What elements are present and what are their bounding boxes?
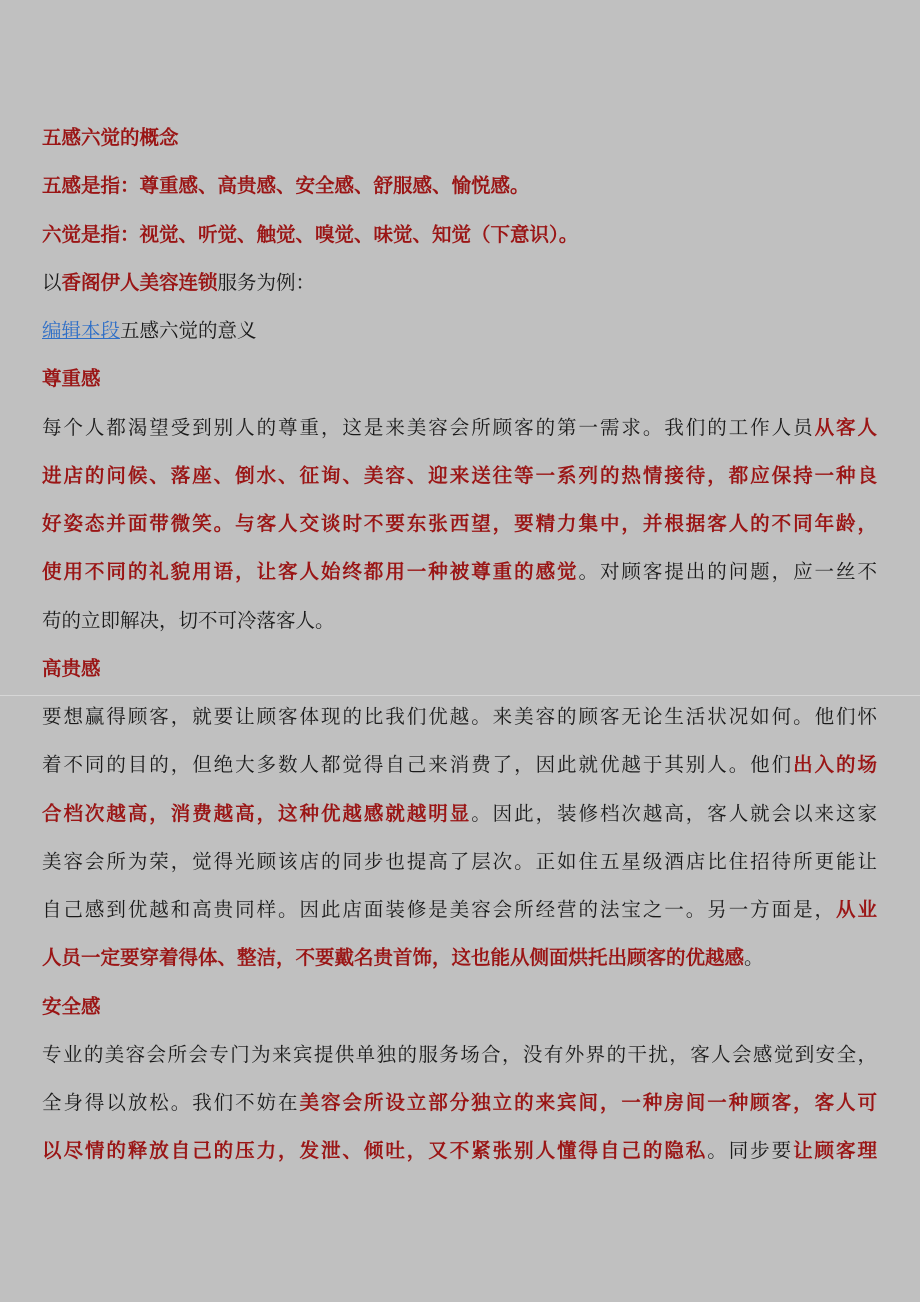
text-line bbox=[42, 693, 877, 741]
body-text: 五感六觉的意义 bbox=[120, 319, 257, 342]
emphasized-text: 五感是指：尊重感、高贵感、安全感、舒服感、愉悦感。 bbox=[42, 174, 530, 198]
text-line bbox=[42, 1079, 877, 1127]
body-text: 要想赢得顾客，就要让顾客体现的比我们优越。来美容的顾客无论生活状况如何。他们怀 bbox=[42, 705, 877, 728]
text-line bbox=[42, 1031, 877, 1079]
emphasized-text: 好姿态并面带微笑。与客人交谈时不要东张西望，要精力集中，并根据客人的不同年龄， bbox=[42, 512, 877, 535]
emphasized-text: 使用不同的礼貌用语，让客人始终都用一种被尊重的感觉 bbox=[42, 560, 579, 584]
text-line bbox=[42, 355, 877, 403]
body-text: 。同步要 bbox=[707, 1139, 794, 1163]
emphasized-text: 从客人 bbox=[814, 415, 877, 439]
body-text: 以 bbox=[42, 270, 62, 294]
text-line bbox=[42, 741, 877, 789]
emphasized-text: 让顾客理 bbox=[793, 1139, 877, 1163]
text-line bbox=[42, 983, 877, 1031]
emphasized-text: 人员一定要穿着得体、整洁，不要戴名贵首饰，这也能从侧面烘托出顾客的优越感 bbox=[42, 946, 745, 970]
page-divider bbox=[0, 695, 920, 696]
text-line bbox=[42, 259, 877, 307]
document-body bbox=[42, 114, 877, 1176]
emphasized-text: 尊重感 bbox=[42, 367, 101, 391]
body-text: 。对顾客提出的问题，应一丝不 bbox=[578, 560, 877, 584]
emphasized-text: 香阁伊人美容连锁 bbox=[61, 270, 218, 294]
emphasized-text: 从业 bbox=[836, 898, 877, 921]
text-line bbox=[42, 934, 877, 982]
body-text: 美容会所为荣，觉得光顾该店的同步也提高了层次。正如住五星级酒店比住招待所更能让 bbox=[42, 849, 877, 873]
text-line bbox=[42, 404, 877, 452]
body-text: 。因此，装修档次越高，客人就会以来这家 bbox=[471, 801, 877, 825]
text-line bbox=[42, 597, 877, 645]
body-text: 全身得以放松。我们不妨在 bbox=[42, 1091, 300, 1114]
text-line bbox=[42, 452, 877, 500]
emphasized-text: 出入的场 bbox=[793, 753, 877, 777]
body-text: 苟的立即解决，切不可冷落客人。 bbox=[42, 608, 335, 632]
body-text: 服务为例： bbox=[217, 270, 316, 294]
text-line bbox=[42, 114, 877, 162]
text-line bbox=[42, 307, 877, 355]
emphasized-text: 安全感 bbox=[42, 994, 101, 1018]
emphasized-text: 高贵感 bbox=[42, 656, 101, 680]
emphasized-text: 美容会所设立部分独立的来宾间，一种房间一种顾客，客人可 bbox=[299, 1091, 877, 1114]
emphasized-text: 五感六觉的概念 bbox=[42, 126, 179, 149]
emphasized-text: 进店的问候、落座、倒水、征询、美容、迎来送往等一系列的热情接待，都应保持一种良 bbox=[42, 463, 877, 487]
text-line bbox=[42, 500, 877, 548]
body-text: 着不同的目的，但绝大多数人都觉得自己来消费了，因此就优越于其别人。他们 bbox=[42, 753, 794, 777]
body-text: 专业的美容会所会专门为来宾提供单独的服务场合，没有外界的干扰，客人会感觉到安全， bbox=[42, 1042, 877, 1066]
emphasized-text: 以尽情的释放自己的压力，发泄、倾吐，又不紧张别人懂得自己的隐私 bbox=[42, 1139, 708, 1163]
text-line bbox=[42, 211, 877, 259]
body-text: 。 bbox=[744, 946, 764, 970]
body-text: 每个人都渴望受到别人的尊重，这是来美容会所顾客的第一需求。我们的工作人员 bbox=[42, 415, 815, 439]
text-line bbox=[42, 645, 877, 693]
emphasized-text: 合档次越高，消费越高，这种优越感就越明显 bbox=[42, 801, 472, 825]
text-line bbox=[42, 790, 877, 838]
body-text: 自己感到优越和高贵同样。因此店面装修是美容会所经营的法宝之一。另一方面是， bbox=[42, 898, 837, 921]
text-line bbox=[42, 548, 877, 596]
emphasized-text: 六觉是指：视觉、听觉、触觉、嗅觉、味觉、知觉（下意识）。 bbox=[42, 222, 579, 246]
text-line bbox=[42, 1127, 877, 1175]
edit-section-link[interactable]: 编辑本段 bbox=[42, 319, 121, 342]
text-line bbox=[42, 162, 877, 210]
text-line bbox=[42, 886, 877, 934]
text-line bbox=[42, 838, 877, 886]
